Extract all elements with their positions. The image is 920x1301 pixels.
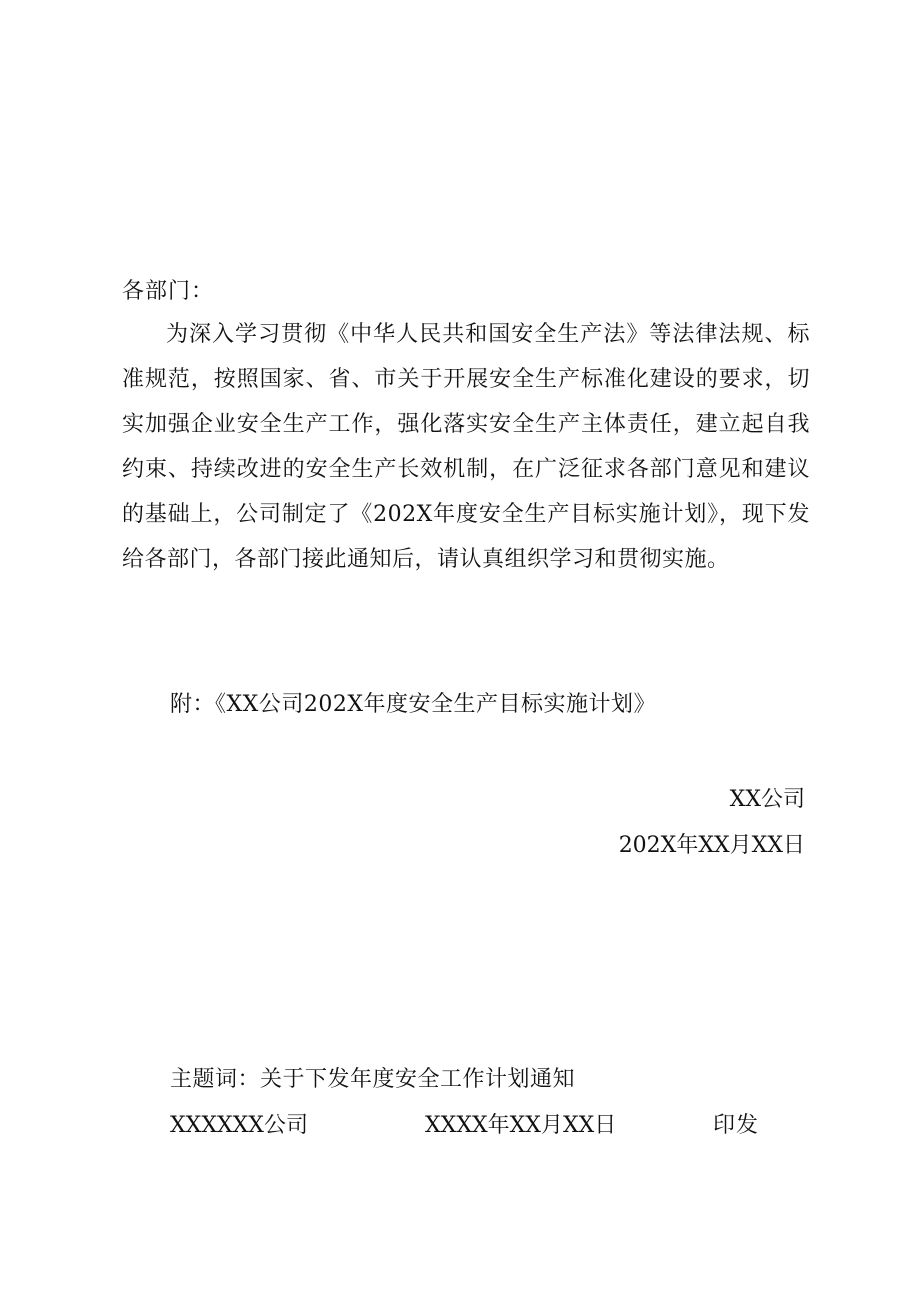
- signature-company: XX公司: [729, 787, 805, 812]
- notice-body: 为深入学习贯彻《中华人民共和国安全生产法》等法律法规、标准规范，按照国家、省、市关于开展安全生产标准化建设的要求，切实加强企业安全生产工作，强化落实安全生产主体责任，建立起自我约束、持续改进的安全生产长效机制，在广泛征求各部门意见和建议的基础上，公司制定了《202X年度安全生产目标实施计划》，现下发给各部门，各部门接此通知后，请认真组织学习和贯彻实施。: [122, 322, 810, 572]
- footer-issued-label: 印发: [713, 1113, 760, 1138]
- signature-date: 202X年XX月XX日: [618, 833, 805, 858]
- salutation: 各部门：: [122, 279, 215, 304]
- footer-date: XXXX年XX月XX日: [425, 1113, 617, 1138]
- subject-keywords: 主题词：关于下发年度安全工作计划通知: [170, 1067, 576, 1092]
- attachment-line: 附：《XX公司202X年度安全生产目标实施计划》: [170, 692, 656, 717]
- footer-company: XXXXXX公司: [170, 1113, 308, 1138]
